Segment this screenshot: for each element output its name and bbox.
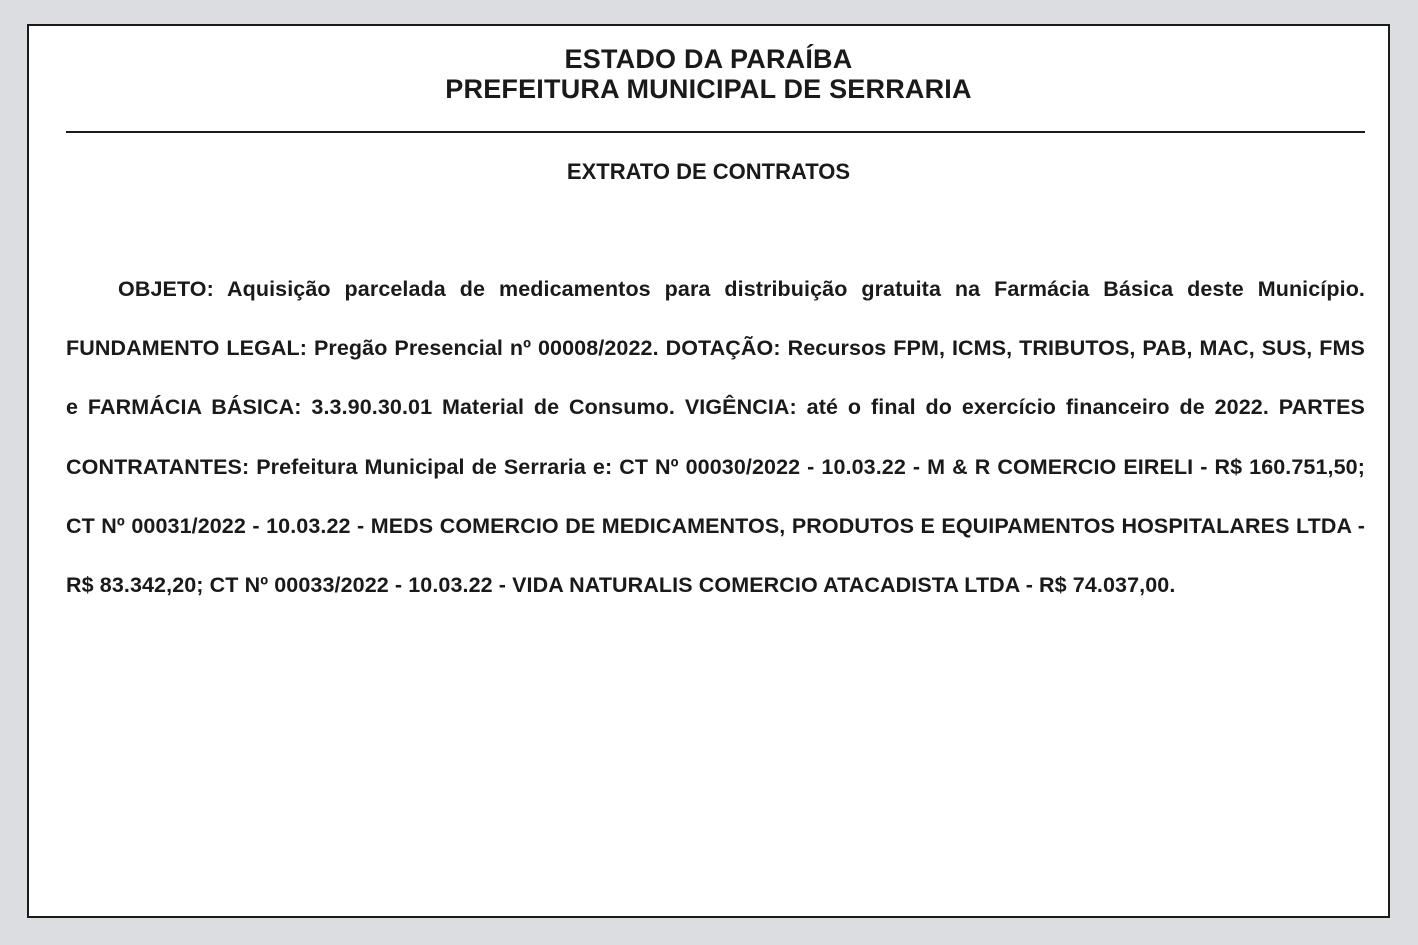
notice-body: OBJETO: Aquisição parcelada de medicamentos para distribuição gratuita na Farmácia Básica deste Município. FUNDAMENTO LEGAL: Pregão Presencial nº 00008/2022. DOTAÇÃO: Recursos FPM, ICMS, TRIBUTOS, PAB, MAC, SUS, FMS e FARMÁCIA BÁSICA: 3.3.90.30.01 Material de Consumo. VIGÊNCIA: até o final do exercício financeiro de 2022. PARTES CONTRATANTES: Prefeitura Municipal de Serraria e: CT Nº 00030/2022 - 10.03.22 - M & R COMERCIO EIRELI - R$ 160.751,50; CT Nº 00031/2022 - 10.03.22 - MEDS COMERCIO DE MEDICAMENTOS, PRODUTOS E EQUIPAMENTOS HOSPITALARES LTDA - R$ 83.342,20; CT Nº 00033/2022 - 10.03.22 - VIDA NATURALIS COMERCIO ATACADISTA LTDA - R$ 74.037,00. (66, 277, 1365, 598)
section-title: EXTRATO DE CONTRATOS (566, 159, 851, 184)
notice-header (29, 44, 1388, 104)
contract-notice (27, 24, 1390, 918)
header-divider (66, 131, 1365, 133)
state-name: ESTADO DA PARAÍBA (564, 44, 853, 74)
municipality-name: PREFEITURA MUNICIPAL DE SERRARIA (445, 74, 972, 104)
